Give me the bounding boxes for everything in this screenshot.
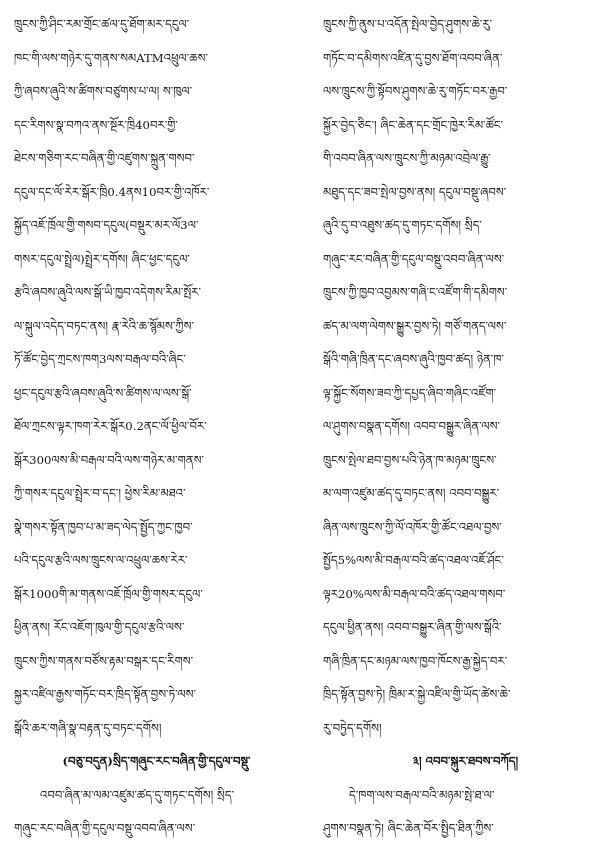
text-line: གཏོང་བ་དམིགས་འཛིན་དུ་བྱས་ཐོག་འབབ་ཞིན་ [323, 50, 503, 65]
text-line: སྐྱར་འཛིལ་རྒྱས་གཏོང་བར་ཁྲིད་སྟོན་བྱས་ཏེ་ལས་ [14, 687, 196, 701]
text-line: ཀྱི་ཞབས་ཞུའི་ས་ཚིགས་བཙུགས་པ་ལ། ས་ཁུལ་ [14, 84, 193, 98]
text-line: རྩའི་ཞབས་ཞུའི་ལས་སྒོ་ཡི་ཁྱབ་འདེགས་རིམ་སྤོར་ [14, 285, 202, 299]
text-line: ཏོ་ཚོང་བྱེད་ཀྲངས་ཁག3ལས་བརྒལ་བའི་ཞིང་ [14, 352, 186, 366]
text-line: ལྟར20%ལས་མི་བརྒལ་བའི་ཚད་འཐལ་གསབ་ [323, 586, 506, 601]
text-line: ལ་སྐུལ་འདེད་བཏང་ནས། རྣ་རེའི་ཆ་སྙོམས་ཀྱིས་ [14, 318, 194, 333]
text-line: ཤུགས་བསྣན་ཏེ། ཞིང་ཆེན་བོར་སྤྱིད་ཐིན་ཀྱིས་ [323, 821, 494, 835]
text-line: སྒོའི་གཞི་ཁྲིན་དང་ཞབས་ཞུའི་ཁྱབ་ཚད། ཉེན་ཁ་ [323, 352, 505, 366]
text-line: ལས་ཁྲུངས་ཀྱི་སྟོབས་ཤུགས་ཆེ་རུ་གཏོང་བར་རྒྱབ་ [323, 84, 508, 98]
text-line: ཁྲུངས་ཀྱི་ཁྱབ་འབྱམས་གཞི་ང་འཛོག་གི་དམིགས་ [323, 285, 508, 299]
text-line: ཁྲིད་སྟོན་བྱས་ཏེ། ཁྲིམ་ར་སྐྱེ་འཛིལ་གྱི་ཡོད་ཚེས་ཆེ་ [323, 687, 511, 701]
text-line: རུ་བཏྱེད་དགོས། [323, 720, 382, 735]
text-line: ཁྲུངས་སྤེལ་ཐབ་བྱས་པའི་ཉེན་ཁ་མཉམ་ཁྲུངས་ [323, 452, 497, 467]
text-line: ཁྲུངས་ཀྱི་ནུས་པ་འདོན་སྤེལ་བྱེད་ཤུགས་ཆེ་རུ་ [323, 17, 493, 31]
text-line: སྒོའི་ཆར་གཞི་སྣ་བརྟན་དུ་བཏང་དགོས། [14, 720, 162, 735]
text-line: དེ་ཁག་ལས་བརྒལ་བའི་མཉམ་སྤེ་ཐ་ལ་ [349, 787, 495, 802]
section-heading: ༣། འབབ་སྐུར་ཐབས་བཀོད། [412, 754, 519, 768]
text-line: འབབ་ཞིན་མ་ལམ་འཛུམ་ཚད་དུ་གཏང་དགོས། སྲིད་ [40, 787, 235, 802]
text-line: ཐེངས་གཅིག་རང་བཞིན་གྱི་འཛུགས་སྐྲུན་གསབ་ [14, 151, 195, 165]
text-line: ཐོལ་ཀྲངས་ལྟར་ཁག་རེར་སྒོར0.2ནང་ལོ་ཕྱིལ་བོར་ [14, 419, 207, 433]
text-line: དངུལ་དང་ལོ་རེར་སྒོར་ཁྲི0.4ནས10བར་གྱི་འཁོར་ [14, 184, 210, 199]
text-line: གི་འབབ་ཞིན་ལས་ཁྲུངས་ཀྱི་མཉམ་འབྲེལ་རྒྱུ་ [323, 151, 491, 165]
left-column [14, 8, 299, 835]
text-line: མ་ལག་འཛུམ་ཚད་དུ་བཏང་ནས། འབབ་བསྒྱུར་ [323, 486, 500, 500]
text-line: སྐྱོད་འཇོ་ཁྲོལ་གྱི་གསབ་དངུལ(བསྡུར་མར་ལོ3ལ་ [14, 218, 199, 232]
text-line: ཁྲུངས་ཀྱིས་གནས་བཙོས་རྟམ་བསྒར་དང་རིགས་ [14, 653, 194, 668]
text-line: ཕྱང་དངུལ་རྩའི་ཞབས་ཞུའི་ས་ཚིགས་ལ་ལས་སྒོ་ [14, 385, 192, 400]
text-line: ཕྱིན་ནས། རོང་འཇོག་ཁུལ་གྱི་དངུལ་རྩའི་ལས་ [14, 620, 185, 634]
text-line: སྣེ་གསར་སྟོན་ཁྱབ་པ་མ་ཟད་ལེད་སྤྱོད་ཀྱང་ཁྱབ་ [14, 519, 193, 534]
text-line: ལ་ཤུགས་བསྣན་དགོས། འབབ་བསྒྱུར་ཞིན་ལས་ [323, 419, 500, 433]
right-column [323, 8, 608, 835]
text-line: ཞུའི་དུ་བ་འཐུས་ཚད་དུ་གཏང་དགོས། སྲིད་ [323, 218, 482, 232]
text-line: ཞིན་ལས་ཁྲུངས་ཀྱི་ལོ་འཁོར་གྱི་ཚོང་འཐལ་བྱས་ [323, 519, 502, 534]
text-line: གཞི་ཁྲིན་དང་མཉམ་ལས་ཁྱབ་ཁོངས་རྒྱ་སྐྱེད་བར་ [323, 653, 508, 668]
text-line: ཀྱི་གསར་དངུལ་སྤྲེར་བ་དང་། ཕྱེས་རིམ་མཐའ་ [14, 486, 186, 500]
text-line: གཞུང་རང་བཞིན་གྱི་དངུལ་བསྡུ་འབབ་ཞིན་ལས་ [14, 821, 196, 835]
text-line: གསར་དངུལ་སྤྲེལ)སྤྲེར་དགོས། ཞིང་ཕྱང་དངུལ་ [14, 251, 190, 266]
text-line: ཁང་གི་ལས་གཉེར་དུ་གནས་སམATMའཕྲུལ་ཆས་ [14, 50, 208, 65]
text-line: པའི་དངུལ་རྩའི་ལས་ཁྲུངས་ལ་འཕྲུལ་ཆས་རེར་ [14, 553, 188, 567]
section-heading: (བཅུ་བདུན)སྲིད་གཞུང་རང་བཞིན་གྱི་དངུལ་བསྡུ་ [62, 754, 251, 768]
text-line: གཞུང་རང་བཞིན་གྱི་དངུལ་བསྡུ་འབབ་ཞིན་ལས་ [323, 251, 505, 266]
text-line: སྐྱོར་བྱེད་ཅིང་། ཞིང་ཆེན་དང་གྲོང་ཁྱེར་རིམ་ཚོང་ [323, 117, 504, 132]
text-line: ལྟ་སྐྱོང་སོགས་ཟབ་ཀྱི་དཔྱད་ཞིབ་གཞིང་འཛོག་ [323, 385, 497, 400]
text-line: སྒོར300ལས་མི་བརྒལ་བའི་ལས་གཉེར་མ་གནས་ [14, 452, 204, 467]
text-line: སྒོར1000གི་མ་གནས་འཇོ་ཁྲོལ་གྱི་གསར་དངུལ་ [14, 586, 203, 601]
text-line: མཐུད་དང་ཟབ་སྤེལ་བྱས་ནས། དངུལ་བསྡུ་ཞབས་ [323, 184, 507, 199]
text-line: སྤྱོད5%ལས་མི་བརྒལ་བའི་ཚད་འཐལ་འཇོ་ཤོང་ [323, 553, 504, 567]
text-line: དངུལ་ཕྱིན་ནས། འབབ་བསྒྱུར་ཞིན་གྱི་ལས་སྒོའི་ [323, 620, 502, 634]
text-line: ཚད་མ་ལག་ལེགས་སྒྱུར་བྱས་ཏེ། གཙོ་གནད་ལས་ [323, 318, 507, 333]
text-line: ཁྲུངས་ཀྱི་ཤིང་རམ་གྲོང་ཚལ་དུ་ཐོག་མར་དངུལ་ [14, 17, 190, 31]
text-line: དང་རིགས་སྣ་བཀའ་ནས་སྔོར་ཁྲི40བར་གྱི་ [14, 117, 178, 132]
